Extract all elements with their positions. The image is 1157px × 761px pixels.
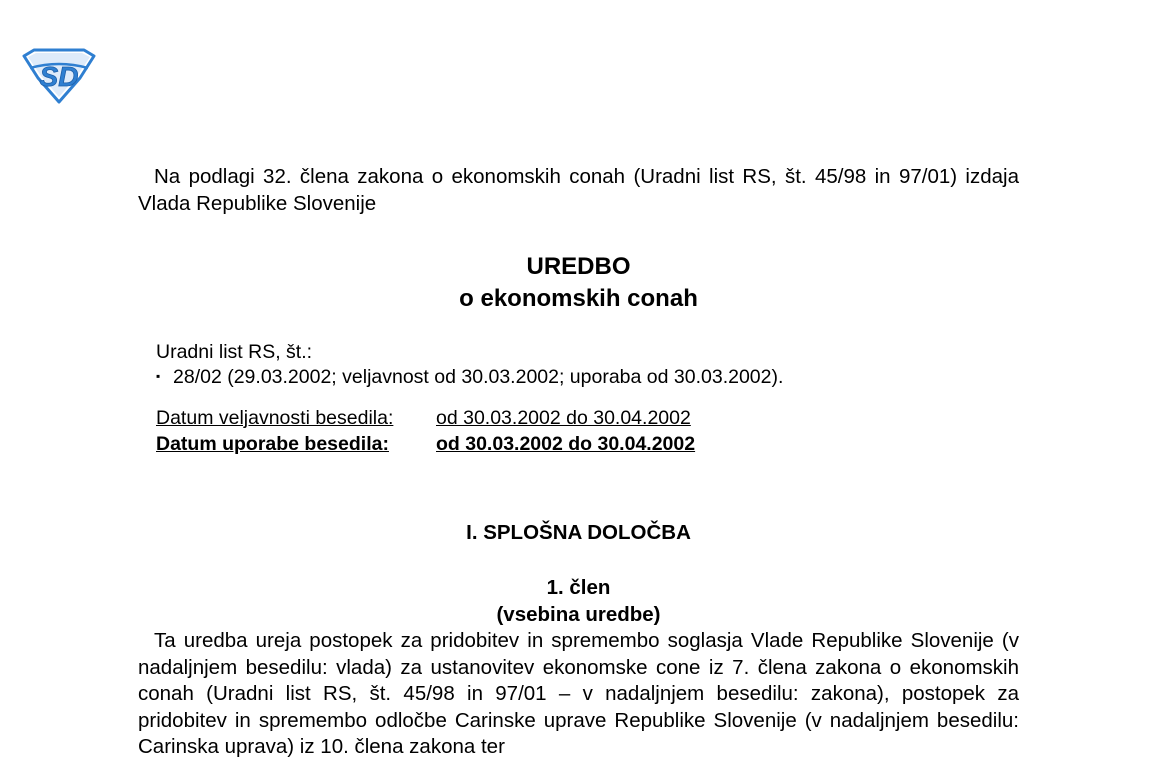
application-label: Datum uporabe besedila: [156, 432, 389, 455]
validity-row [156, 406, 1019, 432]
title-subtitle: o ekonomskih conah [459, 285, 698, 312]
document-title [138, 251, 1019, 315]
section-heading: I. SPLOŠNA DOLOČBA [466, 521, 691, 544]
application-row [156, 432, 1019, 458]
publisher-logo-icon [22, 48, 96, 104]
validity-value: od 30.03.2002 do 30.04.2002 [436, 407, 691, 429]
application-value: od 30.03.2002 do 30.04.2002 [436, 432, 696, 455]
gazette-heading: Uradni list RS, št.: [156, 341, 313, 363]
gazette-entry-row [156, 365, 1019, 392]
date-info [138, 406, 1019, 457]
article-subtitle: (vsebina uredbe) [496, 603, 661, 626]
article-text: Ta uredba ureja postopek za pridobitev in spremembo soglasja Vlade Republike Slovenije (v nadaljnjem besedilu: vlada) za ustanovitev ekonomske cone iz 7. člena zakona o ekonomskih conah (Uradni list RS, št. 45/98 in 97/01 – v nadaljnjem besedilu: zakona), postopek za pridobitev in spremembo odločbe Carinske uprave Republike Slovenije (v nadaljnjem besedilu: Carinska uprava) iz 10. člena zakona ter [138, 629, 1019, 759]
title-main: UREDBO [526, 253, 631, 280]
gazette-entry: 28/02 (29.03.2002; veljavnost od 30.03.2002; uporaba od 30.03.2002). [173, 366, 784, 388]
svg-text:SD: SD [39, 61, 79, 92]
preamble-paragraph: Na podlagi 32. člena zakona o ekonomskih conah (Uradni list RS, št. 45/98 in 97/01) izdaja Vlada Republike Slovenije [138, 165, 1019, 215]
article-number: 1. člen [546, 576, 611, 599]
gazette-reference [138, 340, 1019, 392]
bullet-icon: ▪ [156, 369, 161, 383]
validity-label: Datum veljavnosti besedila: [156, 407, 394, 429]
document-body [138, 164, 1019, 761]
